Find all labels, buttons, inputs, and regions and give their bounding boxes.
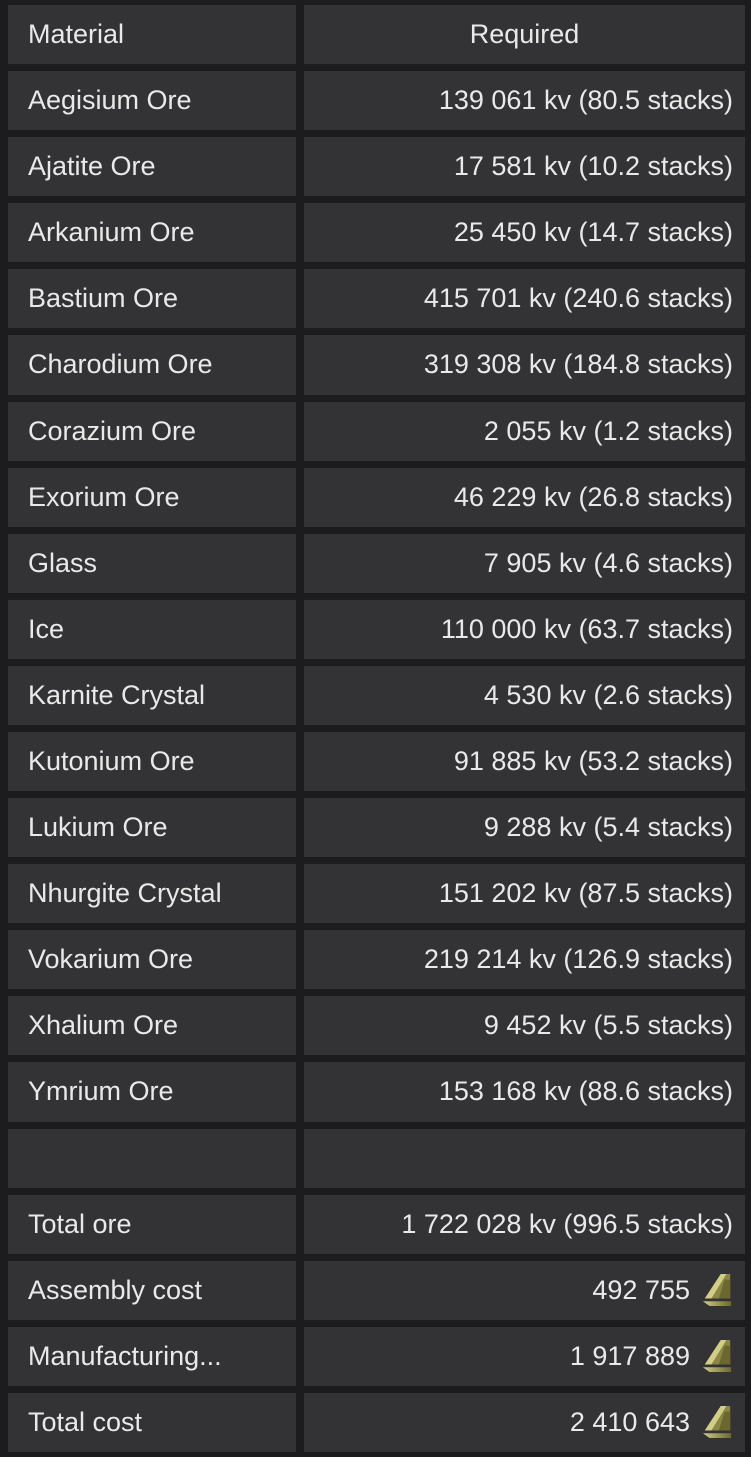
material-required-cell: 9 452 kv (5.5 stacks) (304, 996, 745, 1055)
material-name-cell: Ymrium Ore (8, 1062, 296, 1121)
material-required-cell: 9 288 kv (5.4 stacks) (304, 798, 745, 857)
material-required-cell: 91 885 kv (53.2 stacks) (304, 732, 745, 791)
material-required-cell: 319 308 kv (184.8 stacks) (304, 335, 745, 394)
material-required-cell: 46 229 kv (26.8 stacks) (304, 468, 745, 527)
spacer-cell (8, 1129, 296, 1188)
material-required-cell: 219 214 kv (126.9 stacks) (304, 930, 745, 989)
material-name-cell: Ice (8, 600, 296, 659)
material-name-cell: Aegisium Ore (8, 71, 296, 130)
material-required-cell: 2 055 kv (1.2 stacks) (304, 402, 745, 461)
material-required-cell: 151 202 kv (87.5 stacks) (304, 864, 745, 923)
summary-label-cell: Total ore (8, 1195, 296, 1254)
summary-value: 492 755 (592, 1274, 690, 1305)
material-required-cell: 139 061 kv (80.5 stacks) (304, 71, 745, 130)
material-name-cell: Kutonium Ore (8, 732, 296, 791)
material-name-cell: Nhurgite Crystal (8, 864, 296, 923)
material-name-cell: Glass (8, 534, 296, 593)
summary-label-cell: Manufacturing... (8, 1327, 296, 1386)
column-header-material: Material (8, 5, 296, 64)
material-name-cell: Corazium Ore (8, 402, 296, 461)
summary-label-cell: Assembly cost (8, 1261, 296, 1320)
material-name-cell: Xhalium Ore (8, 996, 296, 1055)
summary-value: 2 410 643 (569, 1406, 690, 1437)
material-required-cell: 4 530 kv (2.6 stacks) (304, 666, 745, 725)
credits-icon (701, 1404, 733, 1440)
spacer-cell (304, 1129, 745, 1188)
material-name-cell: Lukium Ore (8, 798, 296, 857)
material-required-cell: 110 000 kv (63.7 stacks) (304, 600, 745, 659)
material-required-cell: 25 450 kv (14.7 stacks) (304, 203, 745, 262)
summary-value-cell (304, 1327, 745, 1386)
summary-value-cell (304, 1261, 745, 1320)
summary-value: 1 917 889 (569, 1340, 690, 1371)
material-name-cell: Bastium Ore (8, 269, 296, 328)
credits-icon (701, 1272, 733, 1308)
material-required-cell: 153 168 kv (88.6 stacks) (304, 1062, 745, 1121)
summary-value-cell (304, 1195, 745, 1254)
material-name-cell: Karnite Crystal (8, 666, 296, 725)
material-name-cell: Charodium Ore (8, 335, 296, 394)
material-name-cell: Ajatite Ore (8, 137, 296, 196)
summary-value-cell (304, 1393, 745, 1452)
credits-icon (701, 1338, 733, 1374)
material-required-cell: 415 701 kv (240.6 stacks) (304, 269, 745, 328)
column-header-required: Required (304, 5, 745, 64)
material-required-cell: 17 581 kv (10.2 stacks) (304, 137, 745, 196)
material-required-cell: 7 905 kv (4.6 stacks) (304, 534, 745, 593)
material-name-cell: Vokarium Ore (8, 930, 296, 989)
summary-value: 1 722 028 kv (996.5 stacks) (401, 1208, 733, 1239)
material-name-cell: Exorium Ore (8, 468, 296, 527)
summary-label-cell: Total cost (8, 1393, 296, 1452)
material-name-cell: Arkanium Ore (8, 203, 296, 262)
